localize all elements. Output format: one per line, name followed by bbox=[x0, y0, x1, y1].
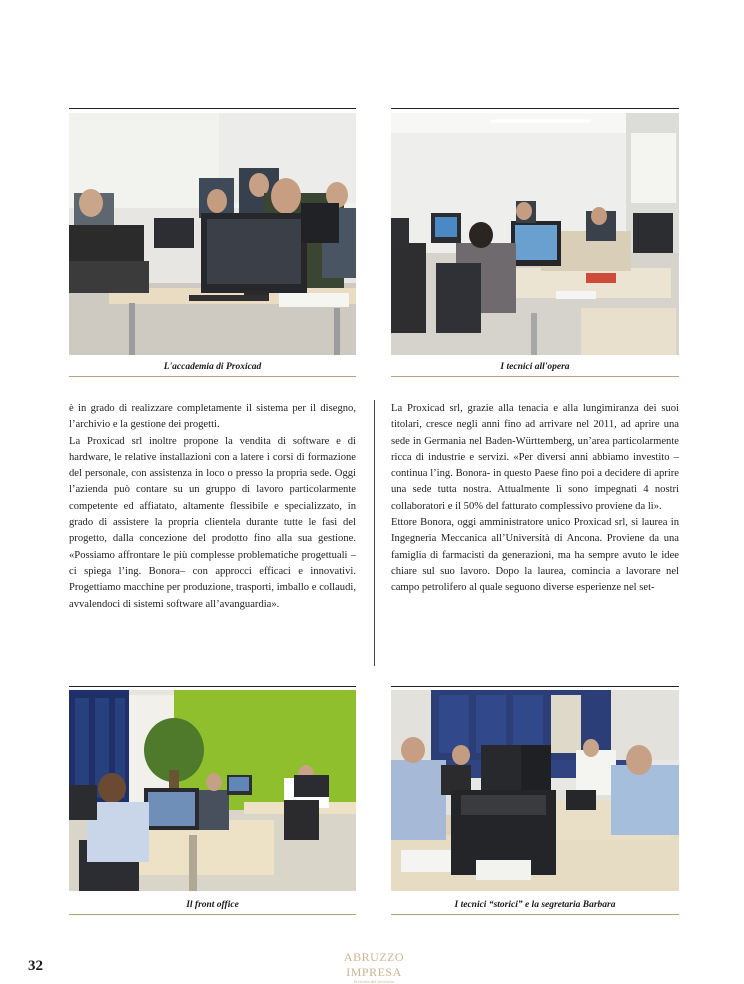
bottom-photo-rule-left bbox=[69, 686, 356, 687]
caption-rule-academy bbox=[69, 376, 356, 377]
photo-technicians-at-work bbox=[391, 113, 679, 355]
page-number: 32 bbox=[28, 958, 43, 974]
article-left-paragraph-2: La Proxicad srl inoltre propone la vendita di software e di hardware, le relative installazioni con a latere i corsi di formazione del personale, con assistenza in loco o presso la propria sede. Oggi l’azienda può contare su un gruppo di lavoro particolarmente competente ed affiatato, altamente flessibile e specializzato, in grado di assistere la propria clientela durante tutte le fasi del progetto, dalla concezione del prodotto fino alla sua gestione. «Possiamo affrontare le più complesse problematiche progettuali –ci spiega l’ing. Bonora– con approcci efficaci e innovativi. Progettiamo macchine per produzione, trasporti, imballo e collaudi, avvalendoci di sistemi software all’avanguardia». bbox=[69, 435, 356, 610]
top-rule-left bbox=[69, 108, 356, 109]
article-column-right bbox=[391, 401, 679, 597]
photo-front-office bbox=[69, 690, 356, 891]
bottom-photo-rule-right bbox=[391, 686, 679, 687]
article-right-paragraph-2: Ettore Bonora, oggi amministratore unico Proxicad srl, si laurea in Ingegneria Meccanica all’Università di Ancona. Proviene da una famiglia di farmacisti da generazioni, ma ha sempre avuto le idee chiare sul suo lavoro. Dopo la laurea, comincia a lavorare nel campo petrolifero al quale seguono diverse esperienze nel set- bbox=[391, 517, 679, 594]
photo-academy bbox=[69, 113, 356, 355]
photo-historic-technicians bbox=[391, 690, 679, 891]
caption-rule-technicians-at-work bbox=[391, 376, 679, 377]
caption-front-office: Il front office bbox=[186, 900, 239, 910]
caption-rule-historic-technicians bbox=[391, 914, 679, 915]
magazine-logo-subtitle: la rivista del territorio bbox=[353, 979, 395, 984]
caption-historic-technicians: I tecnici “storici” e la segretaria Barbara bbox=[454, 900, 616, 910]
magazine-logo-title: ABRUZZO IMPRESA bbox=[343, 950, 405, 979]
caption-technicians-at-work: I tecnici all'opera bbox=[500, 362, 570, 372]
caption-rule-front-office bbox=[69, 914, 356, 915]
top-rule-right bbox=[391, 108, 679, 109]
article-right-paragraph-1: La Proxicad srl, grazie alla tenacia e alla lungimiranza dei suoi titolari, cresce negli anni fino ad arrivare nel 2011, ad aprire una sede in Germania nel Baden-Württemberg, un’area particolarmente ricca di industrie e servizi. «Per diversi anni abbiamo investito –continua l’ing. Bonora- in questo Paese fino poi a decidere di aprire una sede tutta nostra. Attualmente lì sono impegnati 4 nostri collaboratori e il 50% del fatturato complessivo proviene da lì». bbox=[391, 403, 679, 512]
column-divider bbox=[374, 400, 375, 666]
caption-academy: L'accademia di Proxicad bbox=[163, 362, 262, 372]
article-column-left bbox=[69, 401, 356, 613]
magazine-logo bbox=[322, 950, 426, 984]
article-left-paragraph-1: è in grado di realizzare completamente il sistema per il disegno, l’archivio e la gestione dei progetti. bbox=[69, 403, 356, 431]
